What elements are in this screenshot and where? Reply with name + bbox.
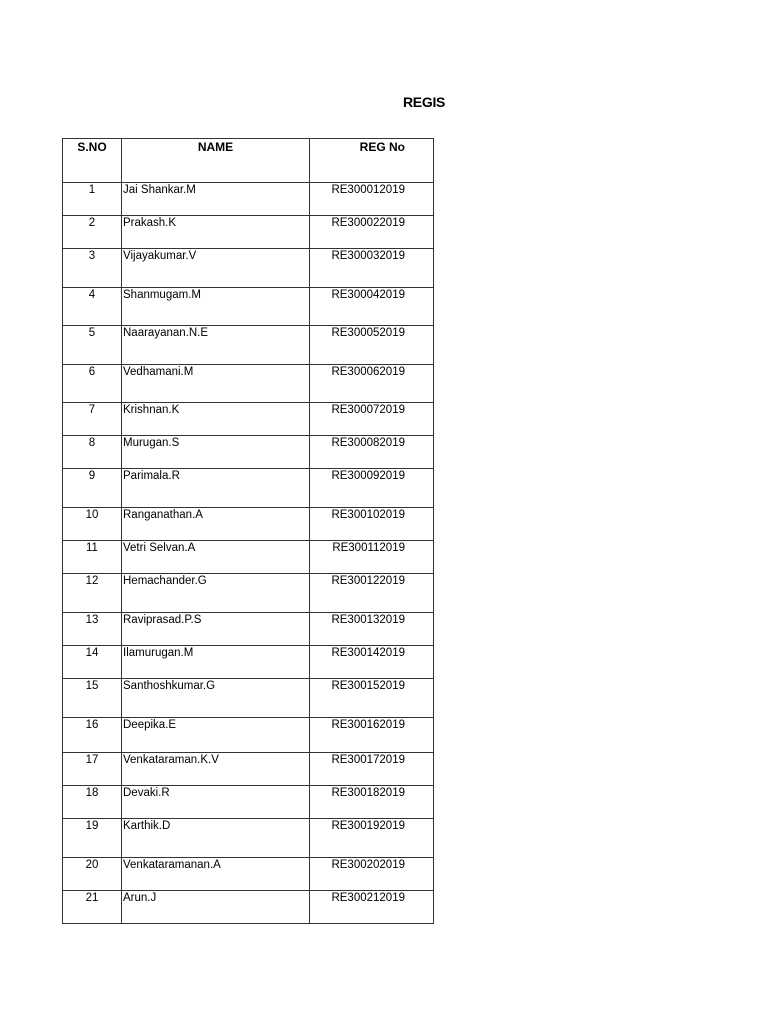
cell-name: Vetri Selvan.A	[122, 541, 310, 574]
table-row	[63, 326, 434, 365]
cell-sno: 5	[63, 326, 122, 365]
cell-reg-no: RE300062019	[310, 365, 434, 403]
cell-reg-no: RE300022019	[310, 216, 434, 249]
table-row	[63, 469, 434, 508]
cell-reg-no: RE300202019	[310, 858, 434, 891]
cell-name: Ranganathan.A	[122, 508, 310, 541]
cell-sno: 11	[63, 541, 122, 574]
cell-name: Murugan.S	[122, 436, 310, 469]
cell-name: Vedhamani.M	[122, 365, 310, 403]
table-row	[63, 891, 434, 924]
cell-reg-no: RE300122019	[310, 574, 434, 613]
cell-name: Arun.J	[122, 891, 310, 924]
table-row	[63, 753, 434, 786]
cell-reg-no: RE300052019	[310, 326, 434, 365]
cell-sno: 12	[63, 574, 122, 613]
cell-name: Venkataraman.K.V	[122, 753, 310, 786]
document-title: REGIS	[403, 94, 446, 110]
cell-name: Venkataramanan.A	[122, 858, 310, 891]
cell-name: Hemachander.G	[122, 574, 310, 613]
cell-name: Deepika.E	[122, 718, 310, 753]
cell-name: Ilamurugan.M	[122, 646, 310, 679]
cell-reg-no: RE300042019	[310, 288, 434, 326]
cell-name: Naarayanan.N.E	[122, 326, 310, 365]
cell-name: Karthik.D	[122, 819, 310, 858]
cell-sno: 6	[63, 365, 122, 403]
cell-sno: 8	[63, 436, 122, 469]
cell-reg-no: RE300092019	[310, 469, 434, 508]
cell-reg-no: RE300152019	[310, 679, 434, 718]
cell-sno: 7	[63, 403, 122, 436]
cell-sno: 1	[63, 183, 122, 216]
table-row	[63, 858, 434, 891]
cell-reg-no: RE300032019	[310, 249, 434, 288]
cell-reg-no: RE300192019	[310, 819, 434, 858]
table-row	[63, 819, 434, 858]
table-row	[63, 365, 434, 403]
cell-sno: 17	[63, 753, 122, 786]
cell-name: Devaki.R	[122, 786, 310, 819]
header-row	[63, 139, 434, 183]
table-row	[63, 786, 434, 819]
cell-reg-no: RE300132019	[310, 613, 434, 646]
cell-sno: 19	[63, 819, 122, 858]
cell-sno: 14	[63, 646, 122, 679]
cell-sno: 4	[63, 288, 122, 326]
cell-name: Shanmugam.M	[122, 288, 310, 326]
title-clip	[403, 92, 446, 114]
table-row	[63, 288, 434, 326]
table-row	[63, 718, 434, 753]
table-row	[63, 541, 434, 574]
cell-sno: 15	[63, 679, 122, 718]
cell-reg-no: RE300172019	[310, 753, 434, 786]
table-row	[63, 574, 434, 613]
cell-reg-no: RE300182019	[310, 786, 434, 819]
table-row	[63, 249, 434, 288]
table-row	[63, 436, 434, 469]
header-sno: S.NO	[63, 139, 122, 183]
cell-name: Santhoshkumar.G	[122, 679, 310, 718]
cell-sno: 21	[63, 891, 122, 924]
table-row	[63, 508, 434, 541]
table-row	[63, 613, 434, 646]
registration-table	[62, 138, 434, 924]
cell-reg-no: RE300012019	[310, 183, 434, 216]
cell-reg-no: RE300072019	[310, 403, 434, 436]
table-row	[63, 216, 434, 249]
cell-name: Prakash.K	[122, 216, 310, 249]
cell-sno: 20	[63, 858, 122, 891]
cell-sno: 18	[63, 786, 122, 819]
cell-name: Parimala.R	[122, 469, 310, 508]
table-row	[63, 679, 434, 718]
cell-reg-no: RE300112019	[310, 541, 434, 574]
cell-sno: 16	[63, 718, 122, 753]
cell-name: Krishnan.K	[122, 403, 310, 436]
table-row	[63, 403, 434, 436]
cell-sno: 10	[63, 508, 122, 541]
table-row	[63, 646, 434, 679]
header-name: NAME	[122, 139, 310, 183]
table-row	[63, 183, 434, 216]
header-reg-no: REG No	[310, 139, 434, 183]
cell-name: Vijayakumar.V	[122, 249, 310, 288]
cell-name: Jai Shankar.M	[122, 183, 310, 216]
cell-reg-no: RE300102019	[310, 508, 434, 541]
cell-sno: 9	[63, 469, 122, 508]
cell-reg-no: RE300082019	[310, 436, 434, 469]
cell-sno: 3	[63, 249, 122, 288]
cell-name: Raviprasad.P.S	[122, 613, 310, 646]
cell-reg-no: RE300142019	[310, 646, 434, 679]
cell-reg-no: RE300212019	[310, 891, 434, 924]
cell-reg-no: RE300162019	[310, 718, 434, 753]
cell-sno: 2	[63, 216, 122, 249]
table-body	[63, 183, 434, 924]
cell-sno: 13	[63, 613, 122, 646]
